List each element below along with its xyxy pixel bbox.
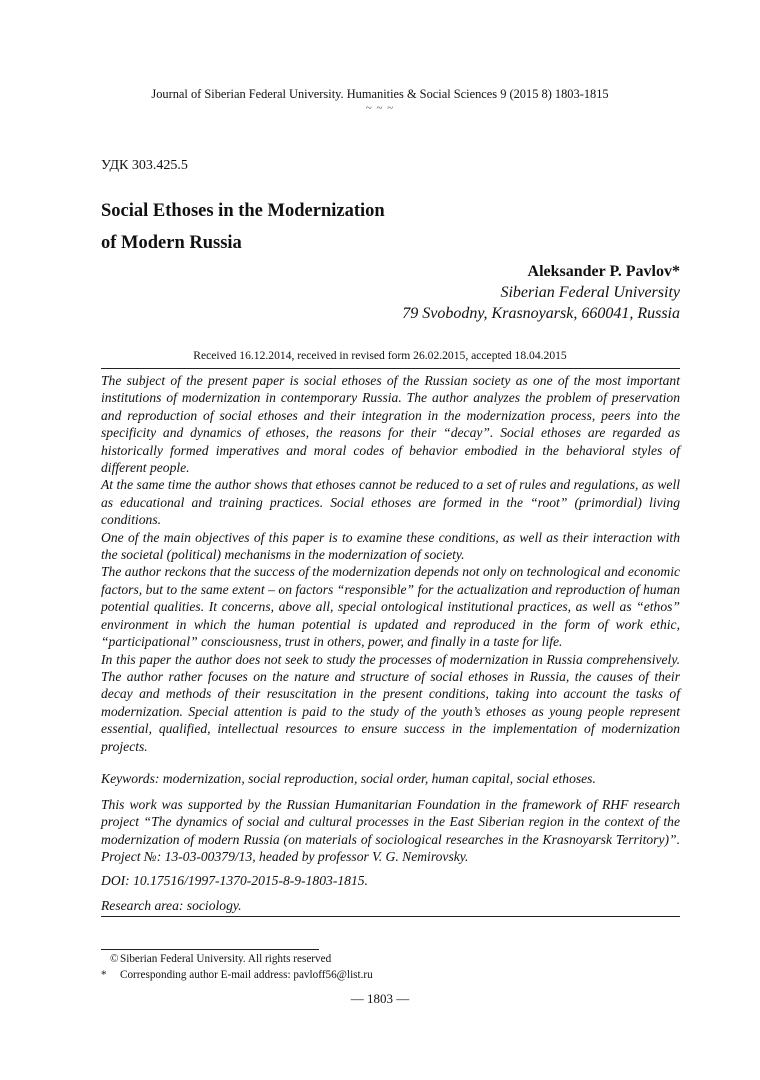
asterisk-mark: * xyxy=(101,969,107,981)
author-affiliation: Siberian Federal University xyxy=(500,284,680,301)
doi-text: DOI: 10.17516/1997-1370-2015-8-9-1803-1815. xyxy=(101,873,368,888)
article-title-line-1: Social Ethoses in the Modernization xyxy=(101,201,385,221)
funding-note xyxy=(101,796,680,866)
research-area-text: Research area: sociology. xyxy=(101,898,242,913)
author-address: 79 Svobodny, Krasnoyarsk, 660041, Russia xyxy=(402,305,680,322)
keywords xyxy=(101,770,680,787)
corresponding-text: Corresponding author E-mail address: pavloff56@list.ru xyxy=(120,969,373,981)
keywords-text: Keywords: modernization, social reproduction, social order, human capital, social ethoses. xyxy=(101,771,596,786)
header-ornament: ~ ~ ~ xyxy=(365,102,395,114)
abstract-paragraph: In this paper the author does not seek to study the processes of modernization in Russia comprehensively. The author rather focuses on the nature and structure of social ethoses in Russia, the causes of their decay and methods of their resuscitation in the present conditions, taking into account the tasks of modernization. Special attention is paid to the study of the youth’s ethoses as young people represent essential, qualified, intellectual resources to ensure success in the implementation of modernization projects. xyxy=(101,651,680,754)
abstract-paragraph: At the same time the author shows that ethoses cannot be reduced to a set of rules and regulations, as well as educational and training practices. Social ethoses are formed in the “root” (primordial) living conditions. xyxy=(101,477,680,528)
abstract-paragraph: The subject of the present paper is social ethoses of the Russian society as one of the most important institutions of modernization in contemporary Russia. The author analyzes the problem of preservation and reproduction of social ethoses and their integration in the modernization process, peers into the specificity and dynamics of ethoses, the reasons for their “decay”. Social ethoses are regarded as historically formed imperatives and moral codes of behavior embodied in the behavioral styles of different people. xyxy=(101,373,680,476)
received-dates: Received 16.12.2014, received in revised form 26.02.2015, accepted 18.04.2015 xyxy=(193,349,567,362)
doi xyxy=(101,872,680,889)
article-title-line-2: of Modern Russia xyxy=(101,233,242,253)
abstract-paragraph: One of the main objectives of this paper is to examine these conditions, as well as their interaction with the societal (political) mechanisms in the modernization of society. xyxy=(101,529,680,563)
article-title xyxy=(101,195,385,259)
abstract-top-rule xyxy=(101,368,680,369)
footnotes xyxy=(101,951,373,983)
abstract-bottom-rule xyxy=(101,916,680,917)
abstract-paragraph: The author reckons that the success of the modernization depends not only on technological and economic factors, but to the same extent – on factors “responsible” for the actualization and reproduction of human potential qualities. It concerns, above all, special ontological institutional practices, as well as “ethos” environment in which the human potential is updated and reproduced in the form of work ethic, “participational” consciousness, trust in others, power, and finally in a taste for life. xyxy=(101,564,681,650)
udk-code: УДК 303.425.5 xyxy=(101,158,188,173)
funding-text: This work was supported by the Russian Humanitarian Foundation in the framework of RHF research project “The dynamics of social and cultural processes in the East Siberian region in the context of the modernization of modern Russia (on materials of sociological researches in the Krasnoyarsk Territory)”. Project №: 13-03-00379/13, headed by professor V. G. Nemirovsky. xyxy=(101,797,680,865)
page-number: ― 1803 ― xyxy=(350,991,410,1006)
author-block xyxy=(402,261,680,324)
journal-header: Journal of Siberian Federal University. Humanities & Social Sciences 9 (2015 8) 1803-1815 xyxy=(151,87,609,101)
footnote-rule xyxy=(101,949,319,950)
research-area xyxy=(101,897,680,914)
author-name: Aleksander P. Pavlov* xyxy=(527,263,680,280)
footnote-copyright xyxy=(101,951,373,967)
copyright-text: Siberian Federal University. All rights reserved xyxy=(120,953,332,965)
footnote-corresponding xyxy=(101,967,373,983)
copyright-icon: © xyxy=(110,953,119,965)
abstract xyxy=(101,372,680,755)
